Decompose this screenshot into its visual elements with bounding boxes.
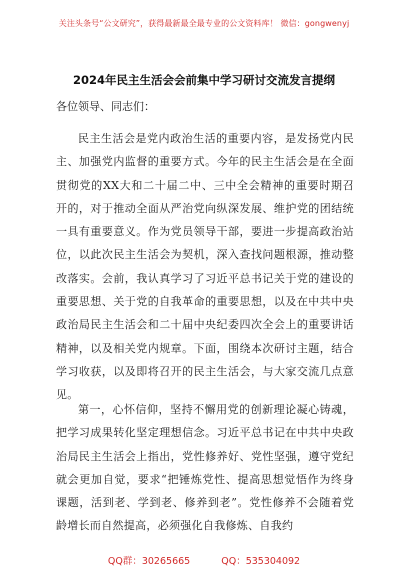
body-paragraph-2: 第一，心怀信仰，坚持不懈用党的创新理论凝心铸魂，把学习成果转化坚定理想信念。习近平总书记在中共中央政治局民主生活会上指出，党性修养好、党性坚强，遵守党纪就会更加自觉，要求“把锤炼党性、提高思想觉悟作为终身课题，活到老、学到老、修养到老”。党性修养不会随着党龄增长而自然提高，必须强化自我修炼、自我约 — [56, 403, 354, 533]
contact-footer — [0, 553, 408, 567]
qq-number-text: QQ：535304092 — [221, 556, 301, 567]
qq-group-text: QQ群：30265665 — [107, 556, 191, 567]
body-paragraph-1: 民主生活会是党内政治生活的重要内容，是发扬党内民主、加强党内监督的重要方式。今年的民主生活会是在全面贯彻党的XX大和二十届二中、三中全会精神的重要时期召开的，对于推动全面从严治党向纵深发展、维护党的团结统一具有重要意义。作为党员领导干部，要进一步提高政治站位，以此次民主生活会为契机，深入查找问题根源，推动整改落实。会前，我认真学习了习近平总书记关于党的建设的重要思想、关于党的自我革命的重要思想，以及在中共中央政治局民主生活会和二十届中央纪委四次全会上的重要讲话精神，以及相关党内规章。下面，围绕本次研讨主题，结合学习收获，以及即将召开的民主生活会，与大家交流几点意见。 — [56, 132, 354, 402]
salutation: 各位领导、同志们： — [56, 100, 155, 113]
document-title: 2024年民主生活会会前集中学习研讨交流发言提纲 — [72, 73, 335, 87]
promo-banner: 关注头条号“公文研究”，获得最新最全最专业的公文资料库！ 微信：gongwenyj — [58, 19, 350, 28]
